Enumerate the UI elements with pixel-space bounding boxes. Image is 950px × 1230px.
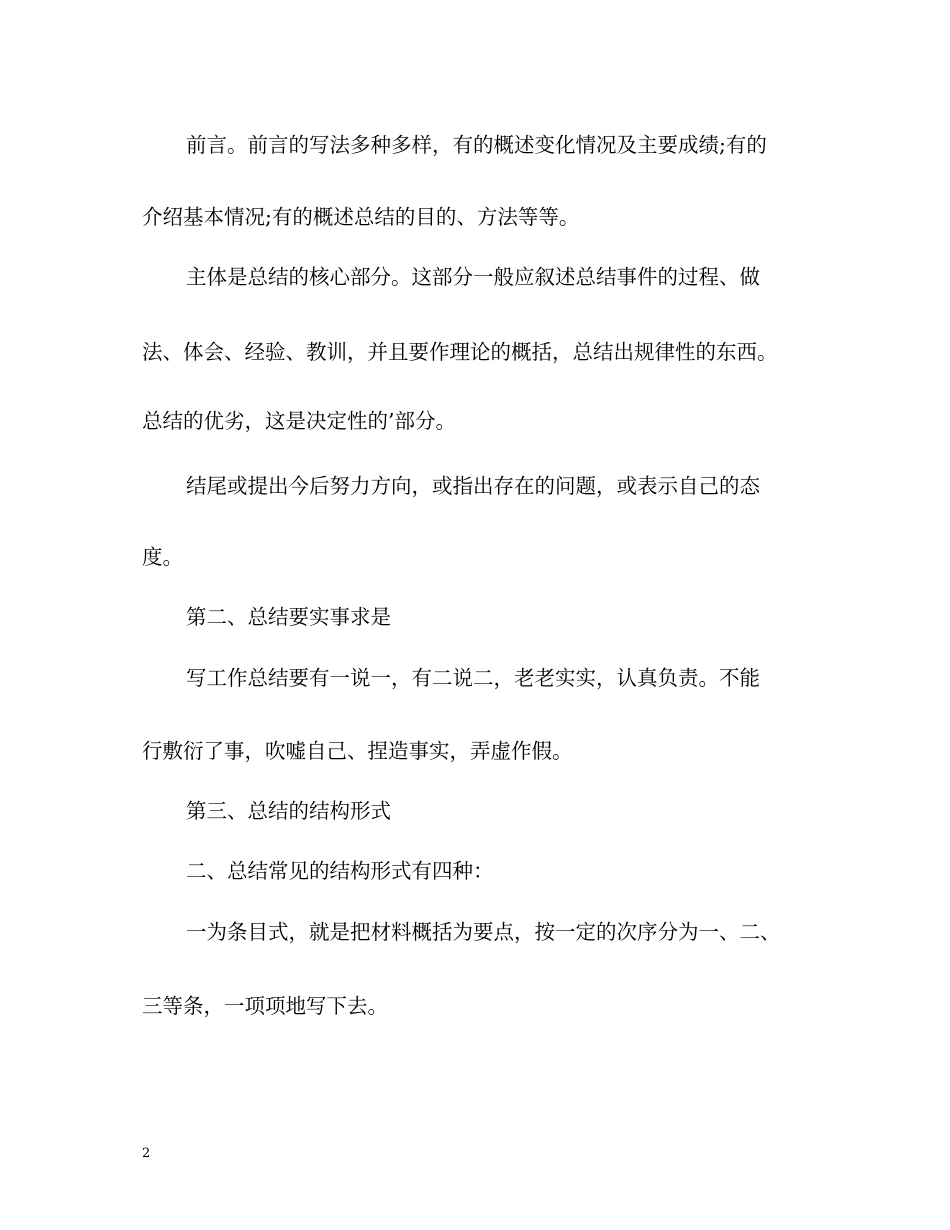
paragraph-line: 一为条目式，就是把材料概括为要点，按一定的次序分为一、二、: [186, 920, 781, 944]
paragraph-line: 行敷衍了事，吹嘘自己、捏造事实，弄虚作假。: [142, 739, 573, 763]
paragraph-line: 二、总结常见的结构形式有四种：: [186, 859, 494, 883]
paragraph-line: 介绍基本情况;有的概述总结的目的、方法等等。: [142, 205, 580, 229]
section-heading: 第二、总结要实事求是: [186, 605, 391, 629]
paragraph-line: 写工作总结要有一说一，有二说二，老老实实，认真负责。不能: [186, 666, 760, 690]
paragraph-line: 法、体会、经验、教训，并且要作理论的概括，总结出规律性的东西。: [142, 340, 778, 364]
page-number: 2: [142, 1146, 151, 1161]
section-heading: 第三、总结的结构形式: [186, 799, 391, 823]
paragraph-line: 结尾或提出今后努力方向，或指出存在的问题，或表示自己的态: [186, 474, 760, 498]
paragraph-line: 总结的优劣，这是决定性的’部分。: [142, 409, 457, 433]
paragraph-line: 前言。前言的写法多种多样，有的概述变化情况及主要成绩;有的: [186, 133, 767, 157]
paragraph-line: 度。: [142, 545, 183, 569]
paragraph-line: 主体是总结的核心部分。这部分一般应叙述总结事件的过程、做: [186, 265, 760, 289]
paragraph-line: 三等条，一项项地写下去。: [142, 994, 388, 1018]
